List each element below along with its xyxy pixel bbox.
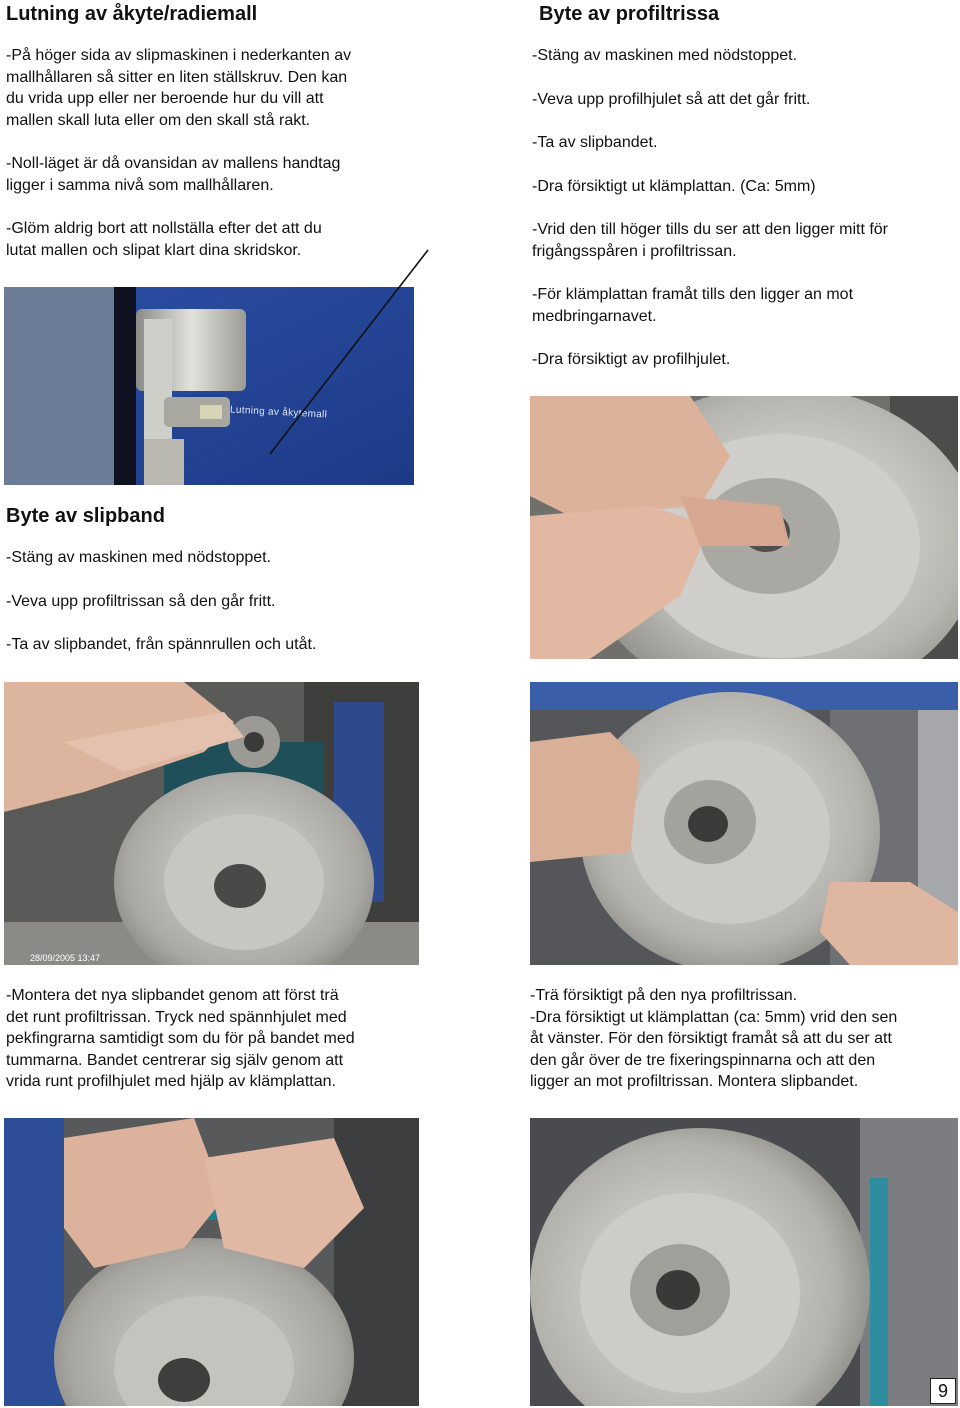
profile-step-5: -Vrid den till höger tills du ser att den ligger mitt för frigångsspåren i profiltrissan. xyxy=(532,221,889,260)
tilt-paragraph-1: -På höger sida av slipmaskinen i nederkanten av mallhållaren så sitter en liten ställskruv. Den kan du vrida upp eller ner beroende hur du vill att mallen skall luta eller om den skall stå rakt. xyxy=(6,47,352,129)
photo-remove-belt xyxy=(4,682,419,965)
caption-right-text: -Trä försiktigt på den nya profiltrissan. -Dra försiktigt ut klämplattan (ca: 5mm) vrid den sen åt vänster. För den försiktigt framåt så att du ser att den går över de tre fixeringspinnarna och att den ligger an mot profiltrissan. Montera slipbandet. xyxy=(530,987,898,1090)
caption-left xyxy=(6,985,426,1115)
profile-step-2: -Veva upp profilhjulet så att det går fritt. xyxy=(532,90,811,108)
section-title-profile: Byte av profiltrissa xyxy=(539,3,720,25)
profile-step-1: -Stäng av maskinen med nödstoppet. xyxy=(532,47,798,64)
caption-left-text: -Montera det nya slipbandet genom att först trä det runt profiltrissan. Tryck ned spännhjulet med pekfingrarna samtidigt som du för på bandet med tummarna. Bandet centrerar sig själv genom att vrida runt profilhjulet med hjälp av klämplattan. xyxy=(6,987,355,1090)
photo-remove-profile-wheel xyxy=(530,396,958,659)
tilt-paragraph-3: -Glöm aldrig bort att nollställa efter det att du lutat mallen och slipat klart dina skridskor. xyxy=(6,220,322,259)
profile-steps xyxy=(532,45,957,393)
section-title-tilt: Lutning av åkyte/radiemall xyxy=(6,3,258,25)
profile-step-3: -Ta av slipbandet. xyxy=(532,134,658,151)
photo-thread-belt xyxy=(4,1118,419,1406)
belt-steps xyxy=(6,547,426,678)
photo-mount-profile-wheel xyxy=(530,682,958,965)
page-number: 9 xyxy=(930,1378,956,1404)
belt-step-1: -Stäng av maskinen med nödstoppet. xyxy=(6,549,272,566)
belt-step-3: -Ta av slipbandet, från spännrullen och utåt. xyxy=(6,636,317,653)
tilt-paragraph-2: -Noll-läget är då ovansidan av mallens handtag ligger i samma nivå som mallhållaren. xyxy=(6,155,341,194)
pointer-line xyxy=(260,248,430,458)
photo-timestamp: 28/09/2005 13:47 xyxy=(30,953,101,963)
profile-step-4: -Dra försiktigt ut klämplattan. (Ca: 5mm) xyxy=(532,177,816,195)
belt-step-2: -Veva upp profiltrissan så den går fritt. xyxy=(6,592,276,610)
plate-label: Lutning av åkytemall xyxy=(229,404,328,421)
section-title-belt: Byte av slipband xyxy=(6,505,165,527)
caption-right xyxy=(530,985,958,1115)
photo-profile-wheel-mounted xyxy=(530,1118,958,1406)
profile-step-7: -Dra försiktigt av profilhjulet. xyxy=(532,351,731,368)
profile-step-6: -För klämplattan framåt tills den ligger an mot medbringarnavet. xyxy=(532,286,854,325)
